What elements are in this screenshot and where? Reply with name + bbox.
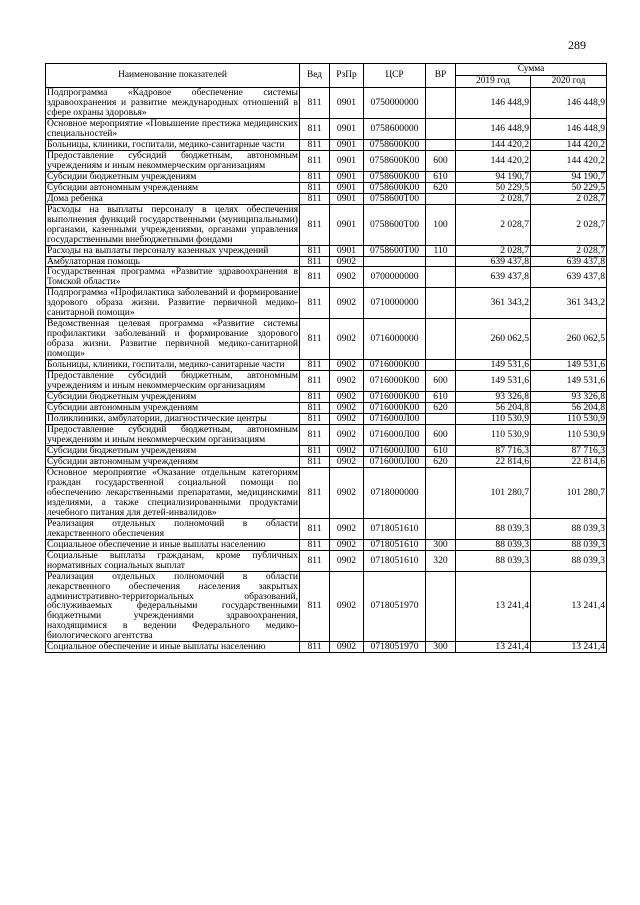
row-rzpr: 0901: [330, 193, 364, 204]
row-vr: 610: [426, 392, 456, 403]
row-vr: [426, 319, 456, 360]
row-sum-2019: 88 039,3: [456, 550, 531, 571]
table-row: [46, 642, 607, 653]
row-ved: 811: [300, 150, 330, 171]
row-sum-2019: 639 437,8: [456, 256, 531, 267]
row-name: Основное мероприятие «Повышение престижа медицинских специальностей»: [47, 117, 298, 139]
row-ved: 811: [300, 539, 330, 550]
header-csr: ЦСР: [364, 64, 426, 88]
row-csr: 0700000000: [364, 267, 426, 288]
row-vr: [426, 288, 456, 319]
table-row: [46, 425, 607, 446]
row-vr: [426, 139, 456, 150]
row-name: Субсидии бюджетным учреждениям: [46, 392, 300, 403]
header-rzpr: РзПр: [330, 64, 364, 88]
row-rzpr: 0902: [330, 518, 364, 539]
row-rzpr: 0902: [330, 642, 364, 653]
row-rzpr: 0902: [330, 403, 364, 414]
table-row: [46, 403, 607, 414]
row-sum-2019: 110 530,9: [456, 414, 531, 425]
row-ved: 811: [300, 360, 330, 371]
table-row: [46, 571, 607, 642]
row-sum-2020: 56 204,8: [531, 403, 607, 414]
row-name: Расходы на выплаты персоналу в целях обеспечения выполнения функций государственными (муниципальными) органами, казенными учреждениями, органами управления государственными внебюджетными фондами: [47, 203, 298, 245]
row-name: Реализация отдельных полномочий в области лекарственного обеспечения: [47, 517, 298, 539]
row-csr: 0716000К00: [364, 392, 426, 403]
row-vr: [426, 414, 456, 425]
row-vr: [426, 571, 456, 642]
row-sum-2019: 144 420,2: [456, 139, 531, 150]
row-rzpr: 0902: [330, 319, 364, 360]
row-name: Поликлиники, амбулатории, диагностические центры: [46, 414, 300, 425]
row-sum-2019: 361 343,2: [456, 288, 531, 319]
row-vr: 620: [426, 182, 456, 193]
row-vr: 620: [426, 403, 456, 414]
row-vr: 600: [426, 371, 456, 392]
row-csr: 0718000000: [364, 467, 426, 518]
row-vr: 600: [426, 150, 456, 171]
row-vr: 600: [426, 425, 456, 446]
row-vr: 610: [426, 171, 456, 182]
header-sum: Сумма: [456, 64, 607, 76]
row-rzpr: 0901: [330, 245, 364, 256]
row-sum-2019: 149 531,6: [456, 371, 531, 392]
table-row: [46, 139, 607, 150]
row-rzpr: 0902: [330, 550, 364, 571]
row-ved: 811: [300, 182, 330, 193]
row-csr: 0758600Т00: [364, 193, 426, 204]
row-sum-2020: 639 437,8: [531, 267, 607, 288]
row-vr: [426, 118, 456, 139]
row-rzpr: 0901: [330, 118, 364, 139]
row-rzpr: 0902: [330, 539, 364, 550]
row-sum-2019: 144 420,2: [456, 150, 531, 171]
row-sum-2020: 2 028,7: [531, 193, 607, 204]
row-sum-2020: 50 229,5: [531, 182, 607, 193]
row-csr: 0758600Т00: [364, 204, 426, 245]
row-sum-2020: 101 280,7: [531, 467, 607, 518]
row-sum-2019: 94 190,7: [456, 171, 531, 182]
row-sum-2019: 88 039,3: [456, 539, 531, 550]
row-ved: 811: [300, 267, 330, 288]
table-row: [46, 467, 607, 518]
row-rzpr: 0902: [330, 445, 364, 456]
table-row: [46, 256, 607, 267]
header-year-2020: 2020 год: [531, 76, 607, 88]
row-sum-2019: 2 028,7: [456, 245, 531, 256]
header-vr: ВР: [426, 64, 456, 88]
table-row: [46, 319, 607, 360]
row-ved: 811: [300, 288, 330, 319]
row-sum-2020: 149 531,6: [531, 371, 607, 392]
row-rzpr: 0902: [330, 467, 364, 518]
row-rzpr: 0902: [330, 288, 364, 319]
row-sum-2020: 144 420,2: [531, 139, 607, 150]
table-row: [46, 445, 607, 456]
table-row: [46, 267, 607, 288]
row-name: Подпрограмма «Кадровое обеспечение системы здравоохранения и развитие международных отношений в сфере охраны здоровья»: [47, 87, 298, 118]
row-csr: 0716000Л00: [364, 414, 426, 425]
row-ved: 811: [300, 403, 330, 414]
row-sum-2019: 13 241,4: [456, 642, 531, 653]
row-sum-2019: 50 229,5: [456, 182, 531, 193]
row-sum-2020: 361 343,2: [531, 288, 607, 319]
row-name: Основное мероприятие «Оказание отдельным категориям граждан государственной социальной помощи по обеспечению лекарственными препаратами, медицинскими изделиями, а также специализированными продуктами лечебного питания для детей-инвалидов»: [47, 466, 298, 518]
row-csr: 0716000К00: [364, 403, 426, 414]
row-name: Амбулаторная помощь: [46, 256, 300, 267]
row-name: Подпрограмма «Профилактика заболеваний и формирование здорового образа жизни. Развитие первичной медико-санитарной помощи»: [47, 287, 298, 319]
row-rzpr: 0902: [330, 392, 364, 403]
row-name: Субсидии автономным учреждениям: [46, 403, 300, 414]
row-name: Субсидии автономным учреждениям: [46, 182, 300, 193]
row-name: Государственная программа «Развитие здравоохранения в Томской области»: [47, 266, 298, 288]
row-csr: 0758600К00: [364, 150, 426, 171]
row-vr: 110: [426, 245, 456, 256]
row-sum-2019: 110 530,9: [456, 425, 531, 446]
row-csr: 0716000К00: [364, 371, 426, 392]
header-ved: Вед: [300, 64, 330, 88]
row-ved: 811: [300, 414, 330, 425]
table-row: [46, 288, 607, 319]
table-row: [46, 88, 607, 119]
row-name: Предоставление субсидий бюджетным, автономным учреждениям и иным некоммерческим организациям: [47, 149, 298, 171]
row-sum-2020: 144 420,2: [531, 150, 607, 171]
row-sum-2020: 149 531,6: [531, 360, 607, 371]
row-ved: 811: [300, 518, 330, 539]
row-ved: 811: [300, 256, 330, 267]
row-name: Расходы на выплаты персоналу казенных учреждений: [46, 245, 300, 256]
row-csr: 0710000000: [364, 288, 426, 319]
row-sum-2020: 87 716,3: [531, 445, 607, 456]
row-sum-2020: 88 039,3: [531, 518, 607, 539]
row-csr: 0718051610: [364, 550, 426, 571]
row-rzpr: 0902: [330, 456, 364, 467]
row-sum-2019: 146 448,9: [456, 118, 531, 139]
budget-table: [45, 63, 607, 653]
row-ved: 811: [300, 445, 330, 456]
row-sum-2020: 94 190,7: [531, 171, 607, 182]
table-body: [46, 88, 607, 653]
row-name: Реализация отдельных полномочий в области лекарственного обеспечения населения закрытых административно-территориальных образований, обслуживаемых федеральными государственными бюджетными учреждениями здравоохранения, находящимися в ведении Федерального медико-биологического агентства: [47, 570, 298, 642]
row-csr: 0750000000: [364, 88, 426, 119]
row-sum-2020: 13 241,4: [531, 571, 607, 642]
row-csr: 0758600К00: [364, 182, 426, 193]
table-row: [46, 118, 607, 139]
row-csr: 0716000Л00: [364, 445, 426, 456]
table-row: [46, 193, 607, 204]
row-ved: 811: [300, 193, 330, 204]
row-name: Больницы, клиники, госпитали, медико-санитарные части: [46, 360, 300, 371]
row-csr: [364, 256, 426, 267]
page-number: 289: [568, 38, 586, 52]
row-csr: 0716000Л00: [364, 456, 426, 467]
row-rzpr: 0902: [330, 425, 364, 446]
row-name: Субсидии автономным учреждениям: [46, 456, 300, 467]
row-sum-2020: 88 039,3: [531, 539, 607, 550]
row-csr: 0716000000: [364, 319, 426, 360]
row-vr: 610: [426, 445, 456, 456]
row-sum-2020: 2 028,7: [531, 245, 607, 256]
row-rzpr: 0902: [330, 371, 364, 392]
row-rzpr: 0901: [330, 139, 364, 150]
table-row: [46, 539, 607, 550]
row-vr: [426, 467, 456, 518]
row-vr: 320: [426, 550, 456, 571]
row-name: Ведомственная целевая программа «Развитие системы профилактики заболеваний и формирование здорового образа жизни. Развитие первичной медико-санитарной помощи»: [47, 318, 298, 360]
row-rzpr: 0902: [330, 571, 364, 642]
header-year-2019: 2019 год: [456, 76, 531, 88]
row-csr: 0758600К00: [364, 171, 426, 182]
row-vr: 300: [426, 642, 456, 653]
row-sum-2019: 101 280,7: [456, 467, 531, 518]
row-rzpr: 0902: [330, 360, 364, 371]
row-sum-2019: 87 716,3: [456, 445, 531, 456]
row-vr: [426, 267, 456, 288]
row-csr: 0758600Т00: [364, 245, 426, 256]
row-sum-2019: 149 531,6: [456, 360, 531, 371]
table-row: [46, 182, 607, 193]
row-sum-2019: 146 448,9: [456, 88, 531, 119]
row-sum-2019: 639 437,8: [456, 267, 531, 288]
row-ved: 811: [300, 425, 330, 446]
row-rzpr: 0902: [330, 256, 364, 267]
header-name: Наименование показателей: [46, 64, 300, 88]
row-csr: 0758600К00: [364, 139, 426, 150]
row-csr: 0718051970: [364, 571, 426, 642]
row-ved: 811: [300, 642, 330, 653]
row-rzpr: 0902: [330, 267, 364, 288]
row-vr: 300: [426, 539, 456, 550]
table-row: [46, 204, 607, 245]
row-ved: 811: [300, 171, 330, 182]
row-name: Предоставление субсидий бюджетным, автономным учреждениям и иным некоммерческим организациям: [47, 370, 298, 392]
row-ved: 811: [300, 88, 330, 119]
row-sum-2019: 2 028,7: [456, 193, 531, 204]
row-vr: 620: [426, 456, 456, 467]
row-name: Субсидии бюджетным учреждениям: [46, 171, 300, 182]
row-sum-2019: 13 241,4: [456, 571, 531, 642]
row-sum-2020: 13 241,4: [531, 642, 607, 653]
row-sum-2019: 56 204,8: [456, 403, 531, 414]
row-ved: 811: [300, 371, 330, 392]
row-rzpr: 0901: [330, 182, 364, 193]
table-header: [46, 64, 607, 88]
row-ved: 811: [300, 245, 330, 256]
row-name: Социальные выплаты гражданам, кроме публичных нормативных социальных выплат: [47, 549, 298, 571]
row-vr: [426, 193, 456, 204]
row-csr: 0718051970: [364, 642, 426, 653]
row-rzpr: 0901: [330, 88, 364, 119]
table-row: [46, 518, 607, 539]
table-row: [46, 414, 607, 425]
row-sum-2019: 93 326,8: [456, 392, 531, 403]
row-sum-2020: 110 530,9: [531, 425, 607, 446]
row-name: Субсидии бюджетным учреждениям: [46, 445, 300, 456]
row-ved: 811: [300, 392, 330, 403]
table-row: [46, 392, 607, 403]
row-csr: 0718051610: [364, 539, 426, 550]
row-sum-2020: 93 326,8: [531, 392, 607, 403]
row-rzpr: 0901: [330, 150, 364, 171]
row-ved: 811: [300, 550, 330, 571]
table-row: [46, 456, 607, 467]
table-row: [46, 150, 607, 171]
row-sum-2020: 260 062,5: [531, 319, 607, 360]
row-name: Социальное обеспечение и иные выплаты населению: [46, 539, 300, 550]
row-sum-2020: 146 448,9: [531, 88, 607, 119]
row-csr: 0716000К00: [364, 360, 426, 371]
table-row: [46, 245, 607, 256]
row-sum-2019: 22 814,6: [456, 456, 531, 467]
row-vr: [426, 360, 456, 371]
table-row: [46, 371, 607, 392]
table-row: [46, 360, 607, 371]
row-ved: 811: [300, 571, 330, 642]
row-rzpr: 0902: [330, 414, 364, 425]
row-csr: 0758600000: [364, 118, 426, 139]
row-sum-2020: 639 437,8: [531, 256, 607, 267]
row-vr: [426, 256, 456, 267]
row-ved: 811: [300, 319, 330, 360]
row-sum-2019: 2 028,7: [456, 204, 531, 245]
row-name: Больницы, клиники, госпитали, медико-санитарные части: [46, 139, 300, 150]
row-ved: 811: [300, 204, 330, 245]
row-name: Социальное обеспечение и иные выплаты населению: [46, 642, 300, 653]
row-ved: 811: [300, 456, 330, 467]
row-sum-2020: 146 448,9: [531, 118, 607, 139]
row-rzpr: 0901: [330, 204, 364, 245]
row-rzpr: 0901: [330, 171, 364, 182]
row-name: Предоставление субсидий бюджетным, автономным учреждениям и иным некоммерческим организациям: [47, 424, 298, 445]
row-sum-2020: 22 814,6: [531, 456, 607, 467]
row-sum-2020: 110 530,9: [531, 414, 607, 425]
row-vr: [426, 88, 456, 119]
row-sum-2019: 260 062,5: [456, 319, 531, 360]
row-vr: [426, 518, 456, 539]
table-row: [46, 171, 607, 182]
row-csr: 0718051610: [364, 518, 426, 539]
row-sum-2020: 2 028,7: [531, 204, 607, 245]
row-csr: 0716000Л00: [364, 425, 426, 446]
row-ved: 811: [300, 467, 330, 518]
row-name: Дома ребенка: [46, 193, 300, 204]
row-sum-2020: 88 039,3: [531, 550, 607, 571]
row-ved: 811: [300, 139, 330, 150]
row-ved: 811: [300, 118, 330, 139]
row-sum-2019: 88 039,3: [456, 518, 531, 539]
row-vr: 100: [426, 204, 456, 245]
table-row: [46, 550, 607, 571]
